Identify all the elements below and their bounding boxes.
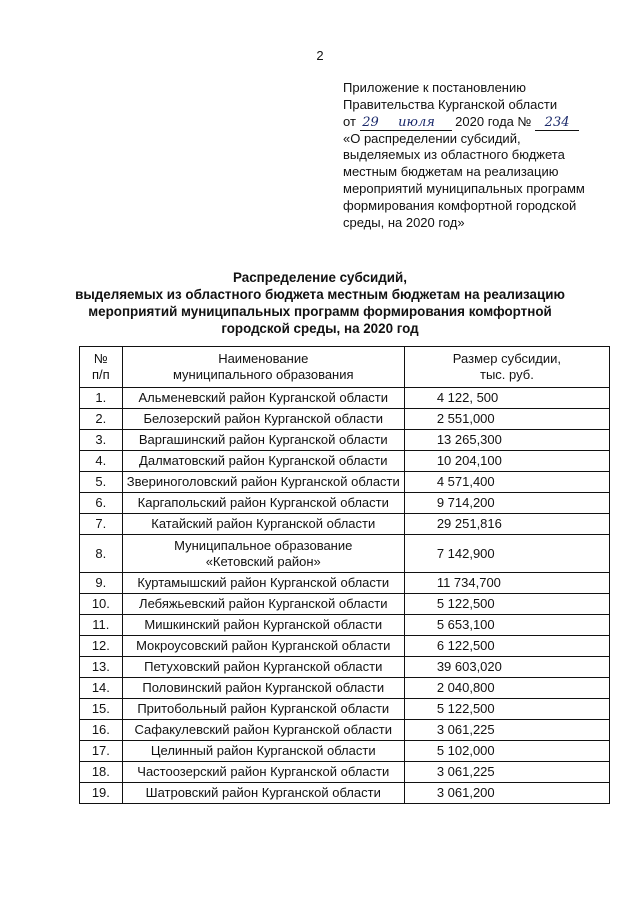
row-municipality: Белозерский район Курганской области [122, 409, 404, 430]
row-amount: 5 122,500 [404, 594, 609, 615]
row-municipality: Целинный район Курганской области [122, 741, 404, 762]
row-number: 14. [80, 678, 123, 699]
row-municipality: Звериноголовский район Курганской области [122, 472, 404, 493]
table-row [80, 493, 610, 514]
title-line: Распределение субсидий, [233, 270, 407, 285]
row-amount: 2 551,000 [404, 409, 609, 430]
row-municipality: Мишкинский район Курганской области [122, 615, 404, 636]
title-line: городской среды, на 2020 год [221, 321, 419, 336]
row-amount: 6 122,500 [404, 636, 609, 657]
page-number: 2 [316, 48, 324, 63]
row-number: 19. [80, 783, 123, 804]
row-amount: 9 714,200 [404, 493, 609, 514]
handwritten-month: июля [382, 116, 452, 131]
row-number: 2. [80, 409, 123, 430]
row-municipality: Муниципальное образование «Кетовский район» [122, 535, 404, 573]
title-line: мероприятий муниципальных программ формирования комфортной [88, 304, 552, 319]
table-row [80, 535, 610, 573]
row-number: 6. [80, 493, 123, 514]
row-municipality: Половинский район Курганской области [122, 678, 404, 699]
row-amount: 13 265,300 [404, 430, 609, 451]
row-amount: 4 122, 500 [404, 388, 609, 409]
table-row [80, 573, 610, 594]
row-number: 10. [80, 594, 123, 615]
header-subsidy-amount: Размер субсидии, тыс. руб. [404, 347, 609, 388]
appendix-line: Правительства Курганской области [343, 96, 558, 112]
row-municipality: Лебяжьевский район Курганской области [122, 594, 404, 615]
appendix-subject-line: мероприятий муниципальных программ [343, 180, 585, 196]
row-amount: 5 102,000 [404, 741, 609, 762]
table-row [80, 409, 610, 430]
row-amount: 3 061,200 [404, 783, 609, 804]
table-row [80, 657, 610, 678]
row-number: 13. [80, 657, 123, 678]
row-municipality: Петуховский район Курганской области [122, 657, 404, 678]
table-row [80, 636, 610, 657]
table-header-row [80, 347, 610, 388]
table-row [80, 762, 610, 783]
table-row [80, 594, 610, 615]
appendix-subject-line: «О распределении субсидий, [343, 130, 521, 146]
table-row [80, 720, 610, 741]
table-row [80, 615, 610, 636]
row-municipality: Варгашинский район Курганской области [122, 430, 404, 451]
appendix-date-line [343, 114, 613, 131]
row-amount: 29 251,816 [404, 514, 609, 535]
row-amount: 5 122,500 [404, 699, 609, 720]
row-number: 12. [80, 636, 123, 657]
row-number: 9. [80, 573, 123, 594]
row-amount: 11 734,700 [404, 573, 609, 594]
row-amount: 4 571,400 [404, 472, 609, 493]
row-number: 15. [80, 699, 123, 720]
date-prefix: от [343, 113, 356, 129]
appendix-subject-line: среды, на 2020 год» [343, 214, 465, 230]
row-amount: 2 040,800 [404, 678, 609, 699]
row-municipality: Катайский район Курганской области [122, 514, 404, 535]
header-number: № п/п [80, 347, 123, 388]
row-number: 5. [80, 472, 123, 493]
row-number: 3. [80, 430, 123, 451]
row-municipality: Частоозерский район Курганской области [122, 762, 404, 783]
table-row [80, 388, 610, 409]
appendix-subject-line: местным бюджетам на реализацию [343, 164, 559, 180]
table-row [80, 699, 610, 720]
row-number: 17. [80, 741, 123, 762]
row-amount: 39 603,020 [404, 657, 609, 678]
row-municipality: Альменевский район Курганской области [122, 388, 404, 409]
row-number: 16. [80, 720, 123, 741]
table-row [80, 472, 610, 493]
row-municipality: Сафакулевский район Курганской области [122, 720, 404, 741]
handwritten-day: 29 [360, 116, 382, 131]
appendix-block [343, 80, 613, 231]
table-row [80, 741, 610, 762]
row-municipality: Далматовский район Курганской области [122, 451, 404, 472]
appendix-line: Приложение к постановлению [343, 80, 526, 95]
row-municipality: Мокроусовский район Курганской области [122, 636, 404, 657]
row-amount: 3 061,225 [404, 720, 609, 741]
document-title [60, 269, 580, 337]
row-amount: 10 204,100 [404, 451, 609, 472]
row-municipality: Куртамышский район Курганской области [122, 573, 404, 594]
row-municipality: Притобольный район Курганской области [122, 699, 404, 720]
row-amount: 7 142,900 [404, 535, 609, 573]
row-number: 1. [80, 388, 123, 409]
handwritten-doc-number: 234 [535, 116, 579, 131]
date-year: 2020 года № [455, 113, 532, 129]
header-municipality: Наименование муниципального образования [122, 347, 404, 388]
table-row [80, 783, 610, 804]
row-amount: 5 653,100 [404, 615, 609, 636]
title-line: выделяемых из областного бюджета местным бюджетам на реализацию [75, 287, 565, 302]
row-number: 18. [80, 762, 123, 783]
row-amount: 3 061,225 [404, 762, 609, 783]
row-number: 8. [80, 535, 123, 573]
row-number: 7. [80, 514, 123, 535]
table-row [80, 514, 610, 535]
table-row [80, 451, 610, 472]
appendix-subject-line: формирования комфортной городской [343, 197, 577, 213]
row-municipality: Шатровский район Курганской области [122, 783, 404, 804]
table-row [80, 678, 610, 699]
subsidies-table [79, 346, 610, 804]
appendix-subject-line: выделяемых из областного бюджета [343, 147, 565, 163]
row-municipality: Каргапольский район Курганской области [122, 493, 404, 514]
table-row [80, 430, 610, 451]
row-number: 11. [80, 615, 123, 636]
row-number: 4. [80, 451, 123, 472]
